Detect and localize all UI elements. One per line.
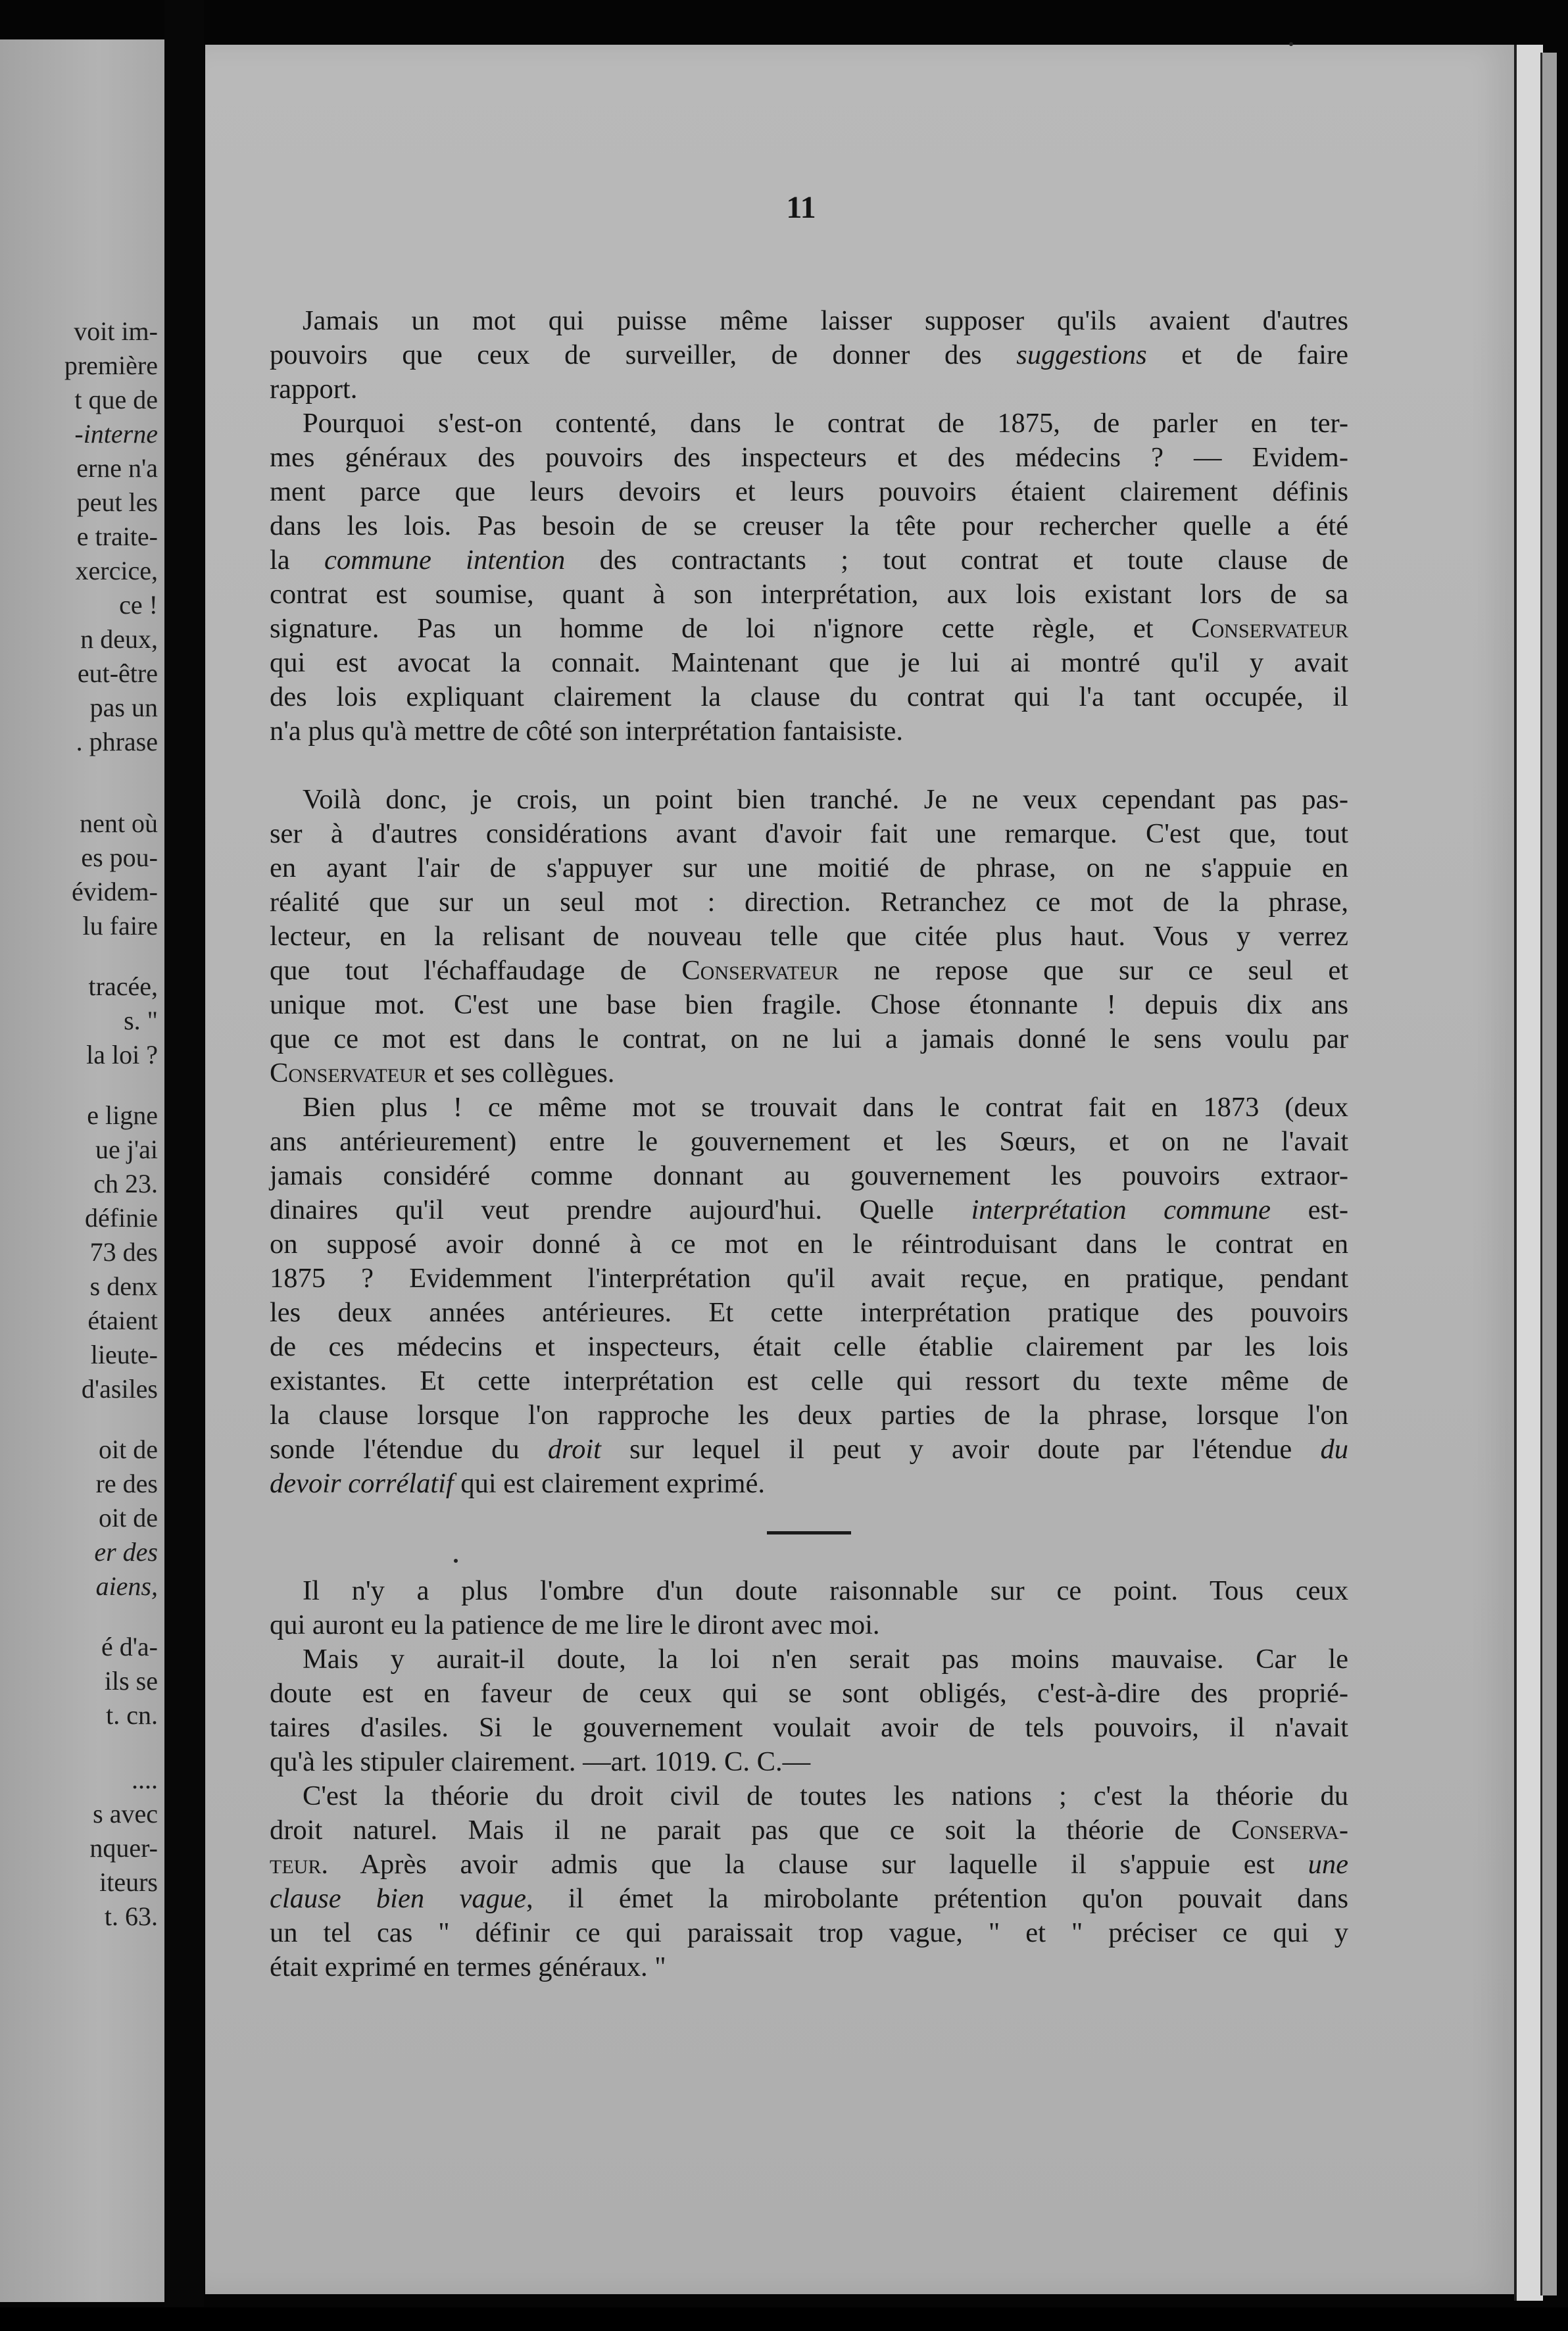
text-line: qui auront eu la patience de me lire le diront avec moi. <box>270 1609 880 1640</box>
scan-border <box>0 2307 1568 2331</box>
page-edge <box>1514 45 1543 2301</box>
facing-page-text: s avec <box>93 1799 158 1828</box>
text-line: qui est avocat la connait. Maintenant que je lui ai montré qu'il y avait <box>270 647 1348 678</box>
paragraph <box>270 1642 1348 1779</box>
facing-page-fragment <box>0 39 164 2302</box>
text-run: sonde l'étendue du <box>270 1434 548 1465</box>
facing-page-text: é d'a- <box>101 1632 158 1661</box>
text-line: rapport. <box>270 374 358 405</box>
text-line: réalité que sur un seul mot : direction. Retranchez ce mot de la phrase, <box>270 887 1348 918</box>
facing-page-text: lieute- <box>90 1340 158 1369</box>
paragraph <box>270 1574 1348 1642</box>
text-line: Voilà donc, je crois, un point bien tranché. Je ne veux cependant pas pas- <box>303 784 1348 815</box>
page-body <box>270 304 1348 1984</box>
text-line <box>270 1813 1348 1848</box>
text-run: dinaires qu'il veut prendre aujourd'hui. Quelle <box>270 1194 971 1225</box>
text-run: pouvoirs que ceux de surveiller, de donner des <box>270 339 1017 370</box>
text-line: existantes. Et cette interprétation est celle qui ressort du texte même de <box>270 1365 1348 1396</box>
paragraph <box>270 783 1348 1091</box>
text-line: on supposé avoir donné à ce mot en le réintroduisant dans le contrat en <box>270 1229 1348 1260</box>
text-line: 1875 ? Evidemment l'interprétation qu'il avait reçue, en pratique, pendant <box>270 1263 1348 1294</box>
italic-text: du <box>1320 1434 1348 1465</box>
text-line <box>270 1193 1348 1227</box>
facing-page-text: e traite- <box>76 522 158 551</box>
facing-page-text: nent où <box>80 808 158 838</box>
text-line: n'a plus qu'à mettre de côté son interprétation fantaisiste. <box>270 716 903 747</box>
italic-text: suggestions <box>1016 339 1147 370</box>
text-run: qui est clairement exprimé. <box>453 1468 765 1499</box>
text-run: droit naturel. Mais il ne parait pas que ce soit la théorie de <box>270 1815 1232 1846</box>
facing-page-text: 73 des <box>89 1237 158 1267</box>
paragraph <box>270 406 1348 748</box>
facing-page-text: erne n'a <box>76 453 158 483</box>
facing-page-text: er des <box>94 1537 158 1567</box>
facing-page-text: t que de <box>74 385 158 414</box>
page-number: 11 <box>786 190 816 225</box>
paragraph <box>270 304 1348 406</box>
facing-page-text: e ligne <box>87 1100 158 1130</box>
facing-page-text: . phrase <box>76 727 158 756</box>
facing-page-text: évidem- <box>71 877 158 906</box>
facing-page-text: -interne <box>74 419 158 449</box>
text-line <box>270 1433 1348 1467</box>
text-line: ans antérieurement) entre le gouvernement et les Sœurs, et on ne l'avait <box>270 1126 1348 1157</box>
text-line: dans les lois. Pas besoin de se creuser la tête pour rechercher quelle a été <box>270 510 1348 541</box>
text-line <box>270 338 1348 372</box>
facing-page-text: t. cn. <box>106 1700 158 1730</box>
text-line <box>270 1882 1348 1916</box>
facing-page-text: voit im- <box>74 316 158 346</box>
facing-page-text: définie <box>84 1203 158 1233</box>
text-line: mes généraux des pouvoirs des inspecteurs et des médecins ? — Evidem- <box>270 442 1348 473</box>
text-line: de ces médecins et inspecteurs, était celle établie clairement par les lois <box>270 1331 1348 1362</box>
text-line: que ce mot est dans le contrat, on ne lui a jamais donné le sens voulu par <box>270 1023 1348 1054</box>
small-caps-text: Conservateur <box>1191 613 1348 644</box>
text-line <box>270 543 1348 577</box>
text-run: et ses collègues. <box>426 1058 615 1089</box>
facing-page-text: la loi ? <box>86 1040 158 1069</box>
italic-text: devoir corrélatif <box>270 1468 454 1499</box>
page-edge <box>1540 53 1557 2295</box>
facing-page-text: aiens, <box>95 1571 158 1601</box>
facing-page-text: iteurs <box>99 1867 158 1897</box>
facing-page-text: es pou- <box>81 843 158 872</box>
paragraph <box>270 1091 1348 1501</box>
facing-page-text: d'asiles <box>81 1374 158 1404</box>
text-line: Il n'y a plus l'ombre d'un doute raisonnable sur ce point. Tous ceux <box>303 1575 1348 1606</box>
facing-page-text: nquer- <box>89 1833 158 1863</box>
facing-page-text: lu faire <box>82 911 158 941</box>
text-run: sur lequel il peut y avoir doute par l'étendue <box>600 1434 1321 1465</box>
italic-text: interprétation commune <box>971 1194 1271 1225</box>
small-caps-text: Conserva- <box>1231 1815 1348 1846</box>
text-line: qu'à les stipuler clairement. —art. 1019. C. C.— <box>270 1746 811 1777</box>
facing-page-text: .... <box>132 1765 158 1794</box>
text-line: des lois expliquant clairement la clause du contrat qui l'a tant occupée, il <box>270 681 1348 712</box>
text-line: était exprimé en termes généraux. " <box>270 1951 666 1982</box>
text-line <box>270 954 1348 988</box>
facing-page-text: ce ! <box>119 590 158 620</box>
small-caps-text: Conservateur <box>270 1058 427 1089</box>
facing-page-text: ue j'ai <box>95 1135 158 1164</box>
text-line <box>270 1467 1348 1501</box>
text-line: taires d'asiles. Si le gouvernement voulait avoir de tels pouvoirs, il n'avait <box>270 1712 1348 1743</box>
facing-page-text: tracée, <box>88 971 158 1001</box>
text-line: ser à d'autres considérations avant d'avoir fait une remarque. C'est que, tout <box>270 818 1348 849</box>
facing-page-text: ils se <box>104 1666 158 1696</box>
section-divider <box>767 1531 851 1534</box>
text-line <box>270 1056 1348 1091</box>
paragraph-gap <box>270 748 1348 783</box>
italic-text: une <box>1308 1849 1348 1880</box>
book-gutter <box>164 0 204 2307</box>
text-line: la clause lorsque l'on rapproche les deux parties de la phrase, lorsque l'on <box>270 1400 1348 1431</box>
text-run: la <box>270 545 324 576</box>
paragraph <box>270 1779 1348 1984</box>
facing-page-text: étaient <box>87 1306 158 1335</box>
text-line: doute est en faveur de ceux qui se sont obligés, c'est-à-dire des proprié- <box>270 1678 1348 1709</box>
facing-page-text: s. " <box>124 1006 158 1035</box>
italic-text: clause bien vague <box>270 1883 526 1914</box>
facing-page-text: re des <box>95 1469 158 1498</box>
text-line: C'est la théorie du droit civil de toutes les nations ; c'est la théorie du <box>303 1780 1348 1811</box>
text-line: un tel cas " définir ce qui paraissait trop vague, " et " préciser ce qui y <box>270 1917 1348 1948</box>
facing-page-text: oit de <box>99 1503 158 1533</box>
facing-page-text: peut les <box>76 487 158 517</box>
text-line <box>270 612 1348 646</box>
italic-text: droit <box>547 1434 601 1465</box>
speck <box>1289 42 1293 46</box>
facing-page-text: xercice, <box>75 556 158 585</box>
text-line: en ayant l'air de s'appuyer sur une moitié de phrase, on ne s'appuie en <box>270 852 1348 883</box>
text-run: est- <box>1271 1194 1348 1225</box>
text-line: Bien plus ! ce même mot se trouvait dans le contrat fait en 1873 (deux <box>303 1092 1348 1123</box>
facing-page-text: n deux, <box>80 624 158 654</box>
text-line <box>270 1848 1348 1882</box>
facing-page-text: eut-être <box>77 658 158 688</box>
text-line: contrat est soumise, quant à son interprétation, aux lois existant lors de sa <box>270 579 1348 610</box>
text-run: . Après avoir admis que la clause sur laquelle il s'appuie est <box>321 1849 1308 1880</box>
text-run: ne repose que sur ce seul et <box>839 955 1348 986</box>
facing-page-text: ch 23. <box>93 1169 158 1198</box>
text-line: unique mot. C'est une base bien fragile. Chose étonnante ! depuis dix ans <box>270 989 1348 1020</box>
facing-page-text: pas un <box>89 693 158 722</box>
text-run: , il émet la mirobolante prétention qu'on pouvait dans <box>526 1883 1348 1914</box>
text-line: ment parce que leurs devoirs et leurs pouvoirs étaient clairement définis <box>270 476 1348 507</box>
text-line: Jamais un mot qui puisse même laisser supposer qu'ils avaient d'autres <box>303 305 1348 336</box>
small-caps-text: teur <box>270 1849 322 1880</box>
facing-page-text: t. 63. <box>104 1902 158 1931</box>
text-run: que tout l'échaffaudage de <box>270 955 682 986</box>
small-caps-text: Conservateur <box>681 955 839 986</box>
text-line: Pourquoi s'est-on contenté, dans le contrat de 1875, de parler en ter- <box>303 408 1348 439</box>
text-run: des contractants ; tout contrat et toute clause de <box>565 545 1349 576</box>
text-run: et de faire <box>1146 339 1348 370</box>
text-line: jamais considéré comme donnant au gouvernement les pouvoirs extraor- <box>270 1160 1348 1191</box>
facing-page-text: oit de <box>99 1435 158 1464</box>
italic-text: commune intention <box>324 545 566 576</box>
text-line: les deux années antérieures. Et cette interprétation pratique des pouvoirs <box>270 1297 1348 1328</box>
facing-page-text: première <box>64 351 158 380</box>
text-line: Mais y aurait-il doute, la loi n'en serait pas moins mauvaise. Car le <box>303 1644 1348 1675</box>
text-run: signature. Pas un homme de loi n'ignore cette règle, et <box>270 613 1192 644</box>
text-line: lecteur, en la relisant de nouveau telle que citée plus haut. Vous y verrez <box>270 921 1348 952</box>
facing-page-text: s denx <box>89 1271 158 1301</box>
